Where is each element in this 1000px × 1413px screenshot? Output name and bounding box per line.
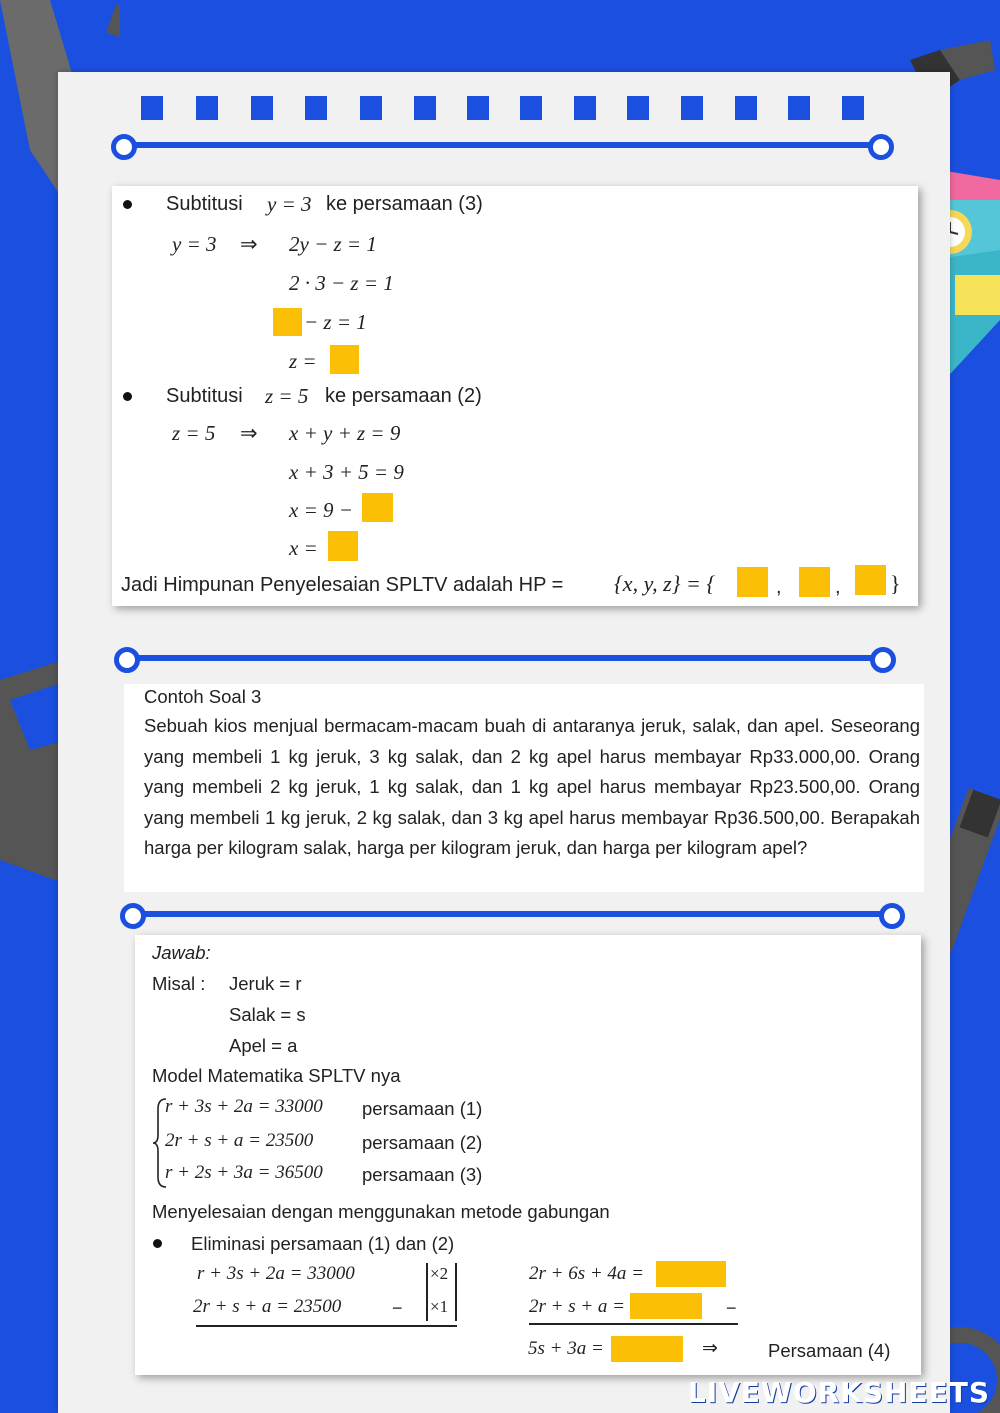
binder-hole bbox=[141, 96, 163, 120]
misal-label: Misal : bbox=[152, 973, 206, 994]
divider-dot bbox=[111, 134, 137, 160]
binder-hole bbox=[251, 96, 273, 120]
divider-line bbox=[134, 911, 894, 917]
problem-title: Contoh Soal 3 bbox=[144, 686, 262, 707]
answer-input[interactable] bbox=[656, 1261, 726, 1287]
answer-input[interactable] bbox=[273, 308, 302, 336]
implies-symbol: ⇒ bbox=[702, 1338, 718, 1359]
sum-line bbox=[529, 1323, 738, 1325]
system-equation: 2r + s + a = 23500 bbox=[165, 1130, 314, 1151]
bullet-suffix: ke persamaan (3) bbox=[326, 193, 483, 215]
binder-hole bbox=[574, 96, 596, 120]
bullet-label: Subtitusi bbox=[166, 385, 243, 407]
divider-line bbox=[125, 142, 885, 148]
math-line: x = bbox=[289, 536, 318, 560]
math-line: x + 3 + 5 = 9 bbox=[289, 460, 404, 484]
math-line: 2y − z = 1 bbox=[289, 232, 377, 256]
answer-input[interactable] bbox=[611, 1336, 683, 1362]
method-text: Menyelesaian dengan menggunakan metode gabungan bbox=[152, 1201, 610, 1222]
minus-sign: − bbox=[726, 1298, 737, 1318]
answer-input-x[interactable] bbox=[737, 567, 768, 597]
math-line: − z = 1 bbox=[304, 310, 367, 334]
system-equation: r + 2s + 3a = 36500 bbox=[165, 1162, 323, 1183]
answer-input[interactable] bbox=[330, 345, 359, 374]
bullet bbox=[153, 1239, 162, 1248]
answer-input-z[interactable] bbox=[855, 565, 886, 595]
binder-hole bbox=[735, 96, 757, 120]
binder-hole bbox=[520, 96, 542, 120]
divider-dot bbox=[870, 647, 896, 673]
equation-label: persamaan (1) bbox=[362, 1098, 483, 1119]
elimination-title: Eliminasi persamaan (1) dan (2) bbox=[191, 1233, 455, 1254]
set-comma: , bbox=[776, 576, 782, 598]
bullet-label: Subtitusi bbox=[166, 193, 243, 215]
math-line: x = 9 − bbox=[289, 498, 353, 522]
elim-equation: 2r + s + a = bbox=[529, 1296, 626, 1317]
implies-symbol: ⇒ bbox=[240, 232, 258, 256]
multiplier-bar bbox=[426, 1263, 428, 1321]
math-line: 2 · 3 − z = 1 bbox=[289, 271, 394, 295]
equation-label: persamaan (3) bbox=[362, 1164, 483, 1185]
elim-equation: 2r + s + a = 23500 bbox=[193, 1296, 342, 1317]
answer-input-y[interactable] bbox=[799, 567, 830, 597]
math-expr: y = 3 bbox=[267, 192, 312, 216]
minus-sign: − bbox=[392, 1298, 403, 1318]
divider-dot bbox=[868, 134, 894, 160]
bullet-suffix: ke persamaan (2) bbox=[325, 385, 482, 407]
sum-line bbox=[196, 1325, 457, 1327]
set-comma: , bbox=[835, 576, 841, 598]
binder-hole bbox=[196, 96, 218, 120]
bullet bbox=[123, 200, 132, 209]
binder-hole bbox=[414, 96, 436, 120]
multiplier: ×2 bbox=[430, 1264, 449, 1283]
binder-hole bbox=[842, 96, 864, 120]
math-expr: z = 5 bbox=[265, 384, 309, 408]
set-close-brace: } bbox=[890, 571, 901, 596]
multiplier-bar bbox=[455, 1263, 457, 1321]
elim-equation: 2r + 6s + 4a = bbox=[529, 1263, 645, 1284]
answer-input[interactable] bbox=[362, 493, 393, 522]
model-title: Model Matematika SPLTV nya bbox=[152, 1065, 401, 1086]
binder-hole bbox=[788, 96, 810, 120]
answer-heading: Jawab: bbox=[152, 942, 211, 963]
elim-equation: r + 3s + 2a = 33000 bbox=[197, 1263, 355, 1284]
divider-dot bbox=[114, 647, 140, 673]
binder-hole bbox=[627, 96, 649, 120]
solution-set-expr: {x, y, z} = { bbox=[614, 571, 716, 596]
math-line: x + y + z = 9 bbox=[289, 421, 401, 445]
implies-symbol: ⇒ bbox=[240, 421, 258, 445]
binder-hole bbox=[305, 96, 327, 120]
math-line: z = bbox=[289, 349, 317, 373]
conclusion-text: Jadi Himpunan Penyelesaian SPLTV adalah HP = bbox=[121, 574, 564, 596]
binder-hole bbox=[360, 96, 382, 120]
answer-input[interactable] bbox=[630, 1293, 702, 1319]
binder-hole bbox=[681, 96, 703, 120]
binder-hole bbox=[467, 96, 489, 120]
multiplier: ×1 bbox=[430, 1297, 449, 1316]
variable-def: Apel = a bbox=[229, 1035, 298, 1056]
system-equation: r + 3s + 2a = 33000 bbox=[165, 1096, 323, 1117]
variable-def: Salak = s bbox=[229, 1004, 306, 1025]
result-label: Persamaan (4) bbox=[768, 1340, 891, 1361]
watermark: LIVEWORKSHEETS bbox=[687, 1376, 990, 1409]
math-line: y = 3 bbox=[172, 232, 217, 256]
variable-def: Jeruk = r bbox=[229, 973, 302, 994]
bullet bbox=[123, 392, 132, 401]
answer-input[interactable] bbox=[328, 531, 358, 561]
result-equation: 5s + 3a = bbox=[528, 1338, 604, 1359]
problem-text: Sebuah kios menjual bermacam-macam buah di antaranya jeruk, salak, dan apel. Seseorang yang membeli 1 kg jeruk, 3 kg salak, dan 2 kg apel harus membayar Rp33.000,00. Orang yang membeli 2 kg jeruk, 1 kg salak, dan 1 kg apel harus membayar Rp23.500,00. Orang yang membeli 1 kg jeruk, 2 kg salak, dan 3 kg apel harus membayar Rp36.500,00. Berapakah harga per kilogram salak, harga per kilogram jeruk, dan harga per kilogram apel? bbox=[144, 715, 920, 858]
divider-dot bbox=[879, 903, 905, 929]
math-line: z = 5 bbox=[172, 421, 216, 445]
divider-dot bbox=[120, 903, 146, 929]
divider-line bbox=[128, 655, 885, 661]
equation-label: persamaan (2) bbox=[362, 1132, 483, 1153]
